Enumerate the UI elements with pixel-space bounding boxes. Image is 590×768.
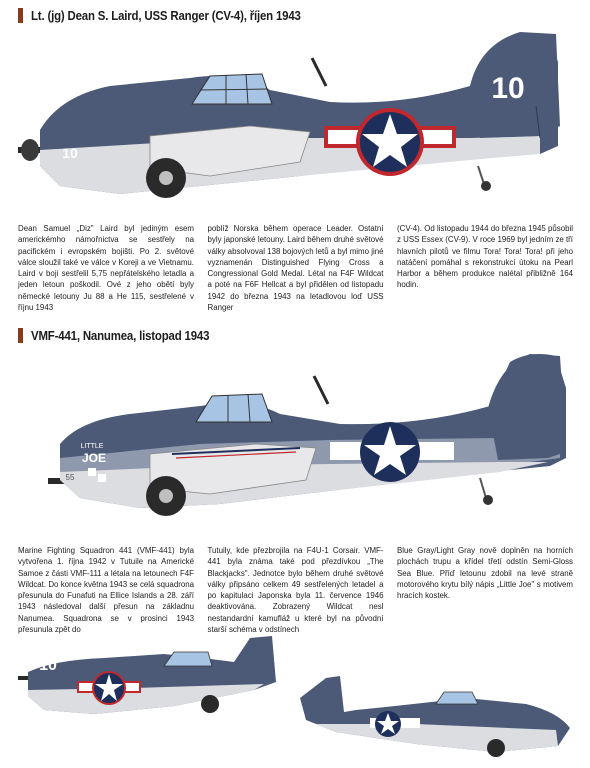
section1-column-3: (CV-4). Od listopadu 1944 do března 1945 působil z USS Essex (CV-9). V roce 1969 byl jedním ze tří hlavních pilotů ve filmu Tora! Tora! Tora! při jeho natáčení pomáhal s rekonstrukcí útoku na Pearl Harbor a během produkce nalétal přibližně 164 hodin. [397,224,573,290]
tail-wheel [481,181,491,191]
thumb-cowl-number: 10 [255,689,265,698]
section2-text [18,545,573,635]
section1-column-2: poblíž Norska během operace Leader. Ostatní byly japonské letouny. Laird během druhé světové války absolvoval 138 bojových letů a byl mimo jiné vyznamenán Distinguished Flying Cross a Congressional Gold Medal. Létal na F4F Wildcat a poté na F6F Hellcat a byl přidělen od listopadu 1942 do března 1943 na letadlovou loď USS Ranger [207,224,384,313]
tail-fin [488,354,566,460]
wildcat-profile-little-joe [0,348,590,528]
tail-wheel [483,495,493,505]
section1-heading [18,8,338,23]
wildcat-profile-laird [0,26,590,212]
dice-icon [98,474,106,482]
wildcat-thumbnail-laird [14,632,286,760]
section2-column-2: Tutuily, kde přezbrojila na F4U-1 Corsair. VMF-441 byla známa také pod přezdívkou „The Blackjacks". Jednotce bylo během druhé světové války připsáno celkem 49 sestřelených letadel a po kapitulaci Japonska byla 11. července 1946 deaktivována. Zobrazený Wildcat nesl nestandardní kamufláž u které byl na původní starší schéma v odstínech [207,546,384,635]
cowl-number: 55 [65,473,75,482]
cowl-number: 10 [62,145,78,161]
section2-column-1: Marine Fighting Squadron 441 (VMF-441) byla vytvořena 1. října 1942 v Tutuile na Americké Samoe z části VMF-111 a létala na letounech F4F Wildcat. Do konce května 1943 se celá squadrona přesunula do Funafuti na Ellice Islands a 28. září 1943 následoval další přesun na základnu Nanumea. Squadrona se v prosinci 1943 přesunula zpět do [18,546,194,635]
heading-marker [18,8,23,23]
thumb-canopy [436,692,478,704]
nose-art-little: LITTLE [80,443,104,450]
tail-number: 10 [491,72,525,105]
nose-art-joe: JOE [81,451,107,465]
section1-title: Lt. (jg) Dean S. Laird, USS Ranger (CV-4), říjen 1943 [31,8,301,23]
thumb-number: 10 [39,657,57,674]
section1-text [18,223,573,313]
section1-column-1: Dean Samuel „Diz" Laird byl jediným esem americkémho námořnictva se sestřely na pacifickém i evropském bojišti. Po 2. světové válce sloužil také ve válce v Koreji a ve Vietnamu. Laird v boji sestřelil 5,75 nepřátelského letadla a jeden letoun poškodil. Ové z jeho obětí byly německé letouny Ju 88 a He 115, sestřelené v říjnu 1943 [18,224,194,313]
heading-marker [18,328,23,343]
propeller-hub [21,139,39,161]
section2-title: VMF-441, Nanumea, listopad 1943 [31,328,210,343]
thumb-canopy [164,652,212,666]
canopy [196,394,272,422]
antenna-mast [314,376,328,404]
antenna-mast [312,58,326,86]
section2-column-3: Blue Gray/Light Gray nově doplněn na horních plochách trupu a křídel třetí odstín Semi-Gloss Sea Blue. Příď letounu zdobil na levé straně motorového krytu bílý nápis „Little Joe" s motivem hracích kostek. [397,546,573,601]
dice-icon [88,468,96,476]
section2-heading [18,328,234,343]
wildcat-thumbnail-little-joe [296,668,578,764]
